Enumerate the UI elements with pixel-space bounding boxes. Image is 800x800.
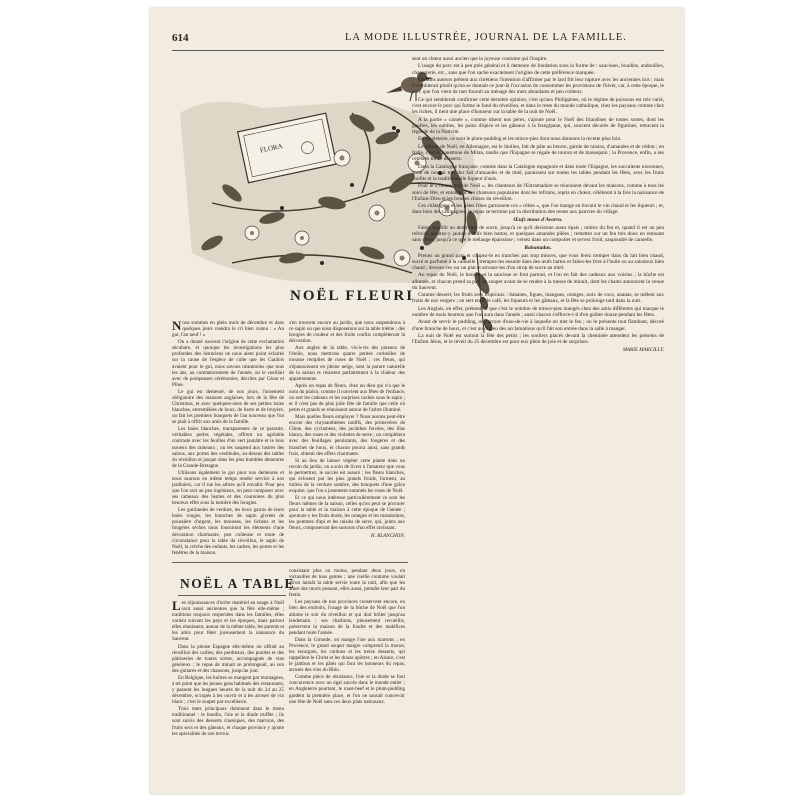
right-paragraph: Le gâteau de Noël, en Allemagne, est le Stollen, fait de pâte au beurre, garnie de raisins, d'amandes et de cédrat ; en Italie, c'est le panettone de Milan, tandis que l'Espagne se régale de touron et de massepain ; la Provence, enfin, a ses célèbres treize desserts. <box>412 143 664 163</box>
recipe-title-rabanadas: Rabanadas. <box>524 244 552 251</box>
article1-paragraph: Les guirlandes de verdure, les houx garnis de leurs baies rouges, les branches de sapin givrées de poussière d'argent, les mousses, les lichens et les fougères sèches nous fourniront les éléments d'une décoration charmante, peu coûteuse et toute de circonstance pour la table du réveillon, le sapin de Noël, la crèche des enfants, les cadres, les portes et les fenêtres de la maison. <box>172 507 284 556</box>
svg-text:FLORA: FLORA <box>259 141 284 155</box>
right-paragraph: sent un chœur aussi ancien que la joyeuse coutume qui l'inspire. <box>412 56 548 62</box>
article2-column-2 <box>289 568 405 788</box>
article2-paragraph: Comme pièce de résistance, l'oie et la dinde se font concurrence avec un égal succès dans le monde entier ; en Angleterre pourtant, le roast-beef et le plum-pudding gardent la première place, et l'on ne saurait concevoir une fête de Noël sans ces deux plats nationaux. <box>289 674 405 705</box>
article1-paragraph: Après un repas de fleurs, chez un dieu qui n'a que le nom du plaisir, comme il convient aux fêtes de l'enfance, on sert les cadeaux et les surprises cachés sous le sapin ; et il n'est pas de plus jolie fête de famille que celle où petits et grands se réunissent autour de l'arbre illuminé. <box>289 382 405 414</box>
drop-cap-l: L <box>172 600 181 613</box>
article1-paragraph: Nous sommes en plein mois de décembre et dans quelques jours viendra le cri bien connu : « Au gui, l'an neuf ! » <box>172 320 284 339</box>
right-paragraph: Pour le « bonne nuit de Noël », les chanteurs de l'Estramadure se réunissent devant les maisons, comme à tous les soirs de fête, et entonnent des chansons populaires dont les refrains, repris en chœur, célèbrent à la fois la naissance de l'Enfant-Dieu et les bonnes choses du réveillon. <box>412 183 664 202</box>
article-title-noel-a-table: NOËL A TABLE <box>180 576 296 591</box>
magazine-page <box>150 8 684 794</box>
right-paragraph: Certains auteurs prêtent aux chrétiens l'intention d'affirmer par le lard frit leur rupture avec les anciennes lois ; mais il semblerait plutôt qu'on se donnait ce jour-là l'occasion de consommer les provisions de l'hiver, car, à cette époque, le porc que l'on vient de tuer fournit au ménage des mets abondants et peu coûteux. <box>412 76 664 96</box>
article1-paragraph: Utilisons également le gui pour nos demeures et nous saurons en même temps rendre service à nos jardiniers, car il tue les arbres qu'il envahit. Pour peu que l'on soit un peu ingénieux, on peut composer avec ses rameaux des lustres et des couronnes du plus heureux effet sous la lumière des bougies. <box>172 469 284 507</box>
article1-signature: H. BLANCHON. <box>370 532 405 539</box>
article1-paragraph: Et ce qui nous intéresse particulièrement ce sont les fleurs mêmes de la saison, celles qu'on peut se procurer pour la table et la maison à cette époque de l'année ; ajoutons-y les fruits dorés, les oranges et les mandarines, les pommes d'api et les raisins de serre, qui, joints aux fleurs, composeront des surtouts d'un effet ravissant. <box>289 495 405 532</box>
recipe-title-oeufs-mous: Œufs mous d'Avorro. <box>513 217 563 224</box>
article1-paragraph: Mais quelles fleurs employer ? Nous aurons peut-être encore des chrysanthèmes tardifs, des primevères de Chine, des cyclamens, des jacinthes forcées, des lilas blancs, des roses et des violettes de serre ; on complètera avec des feuillages persistants, des fougères et des branches de houx, et chacun pourra ainsi, sans grands frais, obtenir des effets charmants. <box>289 414 405 457</box>
right-paragraph: La nuit de Noël est surtout la fête des petits ; les souliers placés devant la cheminée attendent les présents de l'Enfant Jésus, et le réveil du 25 décembre est pour eux plein de joie et de surprises. <box>412 332 664 346</box>
article2-paragraph: consistant plus ou moins, pendant deux jours, en victuailles de tous genres ; une vieille coutume voulait qu'on laissât la table servie toute la nuit, afin que les âmes des morts pussent, elles aussi, prendre leur part du festin. <box>289 568 405 599</box>
running-title: LA MODE ILLUSTRÉE, JOURNAL DE LA FAMILLE. <box>345 32 627 43</box>
article2-paragraph: Dans la Gironde, on mange l'oie aux marrons ; en Provence, le grand souper maigre comprend la morue, les escargots, les cardons et les treize desserts, qui rappellent le Christ et les douze apôtres ; en Alsace, c'est le jambon et les pâtés qui font les honneurs du repas, arrosés des vins du Rhin. <box>289 636 405 674</box>
right-paragraph: Comme dessert, les fruits secs tropicaux : bananes, figues, mangues, oranges, noix de coco, ananas, se mêlent aux fruits de nos vergers ; on sert enfin le café, les liqueurs et les gâteaux, et la fête se prolonge tard dans la nuit. <box>412 292 664 305</box>
right-paragraph: L'usage du porc est à peu près général et il demeure de fondation sous la forme de : saucisses, boudins, andouilles, charcuterie, etc., sans que l'on sache exactement l'origine de cette préférence marquée. <box>412 63 664 76</box>
article1-paragraph: Le gui est demeuré, de nos jours, l'ornement obligatoire des maisons anglaises, lors de la fête de Christmas, et avec quelques-unes de ses petites baies blanches, entremêlées de houx, de lierre et de bruyère, on fait les premiers bouquets de l'an nouveau que l'on se plaît à offrir aux amis de la famille. <box>172 388 284 426</box>
right-paragraph: Ces châtaignes et les pâtes frites garnissent ces « rôties », que l'on mange en buvant le vin chaud et les liqueurs ; et, dans bien des campagnes, le repas se termine par la distribution des restes aux pauvres du village. <box>412 203 664 216</box>
article2-paragraph: Dans la pieuse Espagne elle-même on offrait au réveillon des cailles, des perdreaux, des poulets et des pâtisseries de toutes sortes, accompagnés de vins généreux ; le repas de minuit se prolongeait, au son des guitares et des chansons, jusqu'au jour. <box>172 643 284 674</box>
article1-column-1 <box>172 320 284 556</box>
article-title-noel-fleuri: NOËL FLEURI <box>290 288 415 304</box>
article2-paragraph: Les paysans de nos provinces conservent encore, en bien des endroits, l'usage de la bûche de Noël que l'on allume le soir du réveillon et qui doit brûler jusqu'au lendemain ; ses charbons, pieusement recueillis, préservent la maison de la foudre et des maléfices pendant toute l'année. <box>289 599 405 636</box>
article2-column-1 <box>172 600 284 788</box>
right-column-signature: MARIE MARCILLY. <box>622 346 664 353</box>
right-paragraph: Dans la Catalogne française, comme dans la Catalogne espagnole et dans toute l'Espagne, les succulents touronnes, sorte de nougat très dur fait d'amandes et de miel, paraissent sur toutes les tables pendant les fêtes, avec les fruits confits et la traditionnelle liqueur d'anis. <box>412 163 664 182</box>
right-paragraph: Au repas de Noël, le boudin et la saucisse se font partout, et l'on en fait des cadeaux aux voisins ; la bûche est allumée, et chacun prend sa part du souper avant de se rendre à la messe de minuit, dont les chants annoncent la venue du Sauveur. <box>412 272 664 291</box>
section-divider <box>172 562 408 563</box>
header-rule <box>172 50 664 51</box>
recipe-text: Prenez un grand pain et coupez-le en tranches pas trop minces, que vous ferez tremper dans du lait bien chaud, sucré et parfumé à la cannelle ; trempez-les ensuite dans des œufs battus et faites-les frire à l'huile ou au saindoux bien chaud ; dressez-les sur un plat et arrosez-les d'un sirop de sucre au miel. <box>412 252 664 271</box>
title-underline <box>178 595 286 596</box>
right-paragraph: Ce qui semblerait confirmer cette dernière opinion, c'est qu'aux Philippines, où le régime de poissons est très varié, c'est encore le porc qui forme le fond du réveillon, et dans le reste du monde catholique, chez les paysans comme chez les riches, il tient une place d'honneur sur la table de la nuit de Noël. <box>412 96 664 116</box>
article2-paragraph: En Belgique, les huîtres se mangent par montagnes, à tel point que les jeunes gens habitués des restaurants, y passent les longues heures de la nuit du 24 au 25 décembre, occupés à les ouvrir et à les arroser de vin blanc ; c'est le souper par excellence. <box>172 674 284 706</box>
article1-paragraph: On a donné souvent l'origine de cette exclamation séculaire, et quoique les investigations les plus profondes des historiens ne nous aient point éclairés sur la cause de l'espèce de culte que les Gaulois avaient pour le gui, nous savons néanmoins que tous les ans, au commencement de l'année, on le cueillait avec de pompeuses cérémonies, décrites par César et Pline. <box>172 339 284 388</box>
drop-cap-n: N <box>172 320 182 333</box>
article1-paragraph: s'en trouvent encore au jardin, que nous suspendrons à ce sapin ou que nous disposerons sur la table même ; des bougies de couleur et des fruits confits complèteront la décoration. <box>289 320 405 345</box>
recipe-text: Faites bouillir au demi-litre de sucre, jusqu'à ce qu'il devienne assez épais ; retirez du feu et, quand il est un peu refroidi, ajoutez-y jaunes d'œufs bien battus, et quelques amandes pilées ; remettez sur un feu très doux en remuant sans cesse, jusqu'à ce que le mélange épaississe ; versez dans un compotier et servez froid, saupoudré de cannelle. <box>412 224 664 244</box>
page-number: 614 <box>172 32 189 44</box>
right-paragraph: A la partie « carnée », comme disent nos pères, s'ajoute pour le Noël des friandises de toutes sortes, dont les gaufres, les oublies, les pains d'épice et les gâteaux à la frangipane, qui, souvent décorés de figurines, retracent la légende de la Nativité. <box>412 116 664 135</box>
right-paragraph: Avant de servir le pudding, on l'arrose d'eau-de-vie à laquelle on met le feu ; on le présente tout flambant, décoré d'une branche de houx, et c'est au milieu des acclamations qu'il fait son entrée dans la salle à manger. <box>412 319 664 332</box>
article1-paragraph: Aux angles de la table, vis-à-vis des poteaux de l'étoile, nous mettrons quatre petites corbeilles de mousse remplies de roses de Noël ; ces fleurs, qui s'épanouissent en pleine neige, sont la parure naturelle de la saison et résistent parfaitement à la chaleur des appartements. <box>289 345 405 382</box>
article2-paragraph: Les réjouissances d'ordre matériel en usage à Noël sont aussi anciennes que la fête elle-même ; traditions toujours respectées dans les familles, elles varient suivant les pays et les époques, mais partout elles réunissent, autour de la même table, les parents et les amis pour fêter joyeusement la naissance du Sauveur. <box>172 600 284 643</box>
right-paragraph: En Angleterre, ce sont le plum-pudding et les mince-pies dont nous donnons la recette plus loin. <box>418 136 622 143</box>
right-column <box>412 56 664 788</box>
article1-paragraph: Si au lieu de laisser végéter cette plante dans un recoin du jardin, on a soin de livrer à l'amateur que vous le permettrez, le succès est assuré ; les fleurs blanches, qui éclosent par les plus grands froids, forment, au milieu de la verdure sombre, des bouquets d'une grâce exquise, que l'on a justement nommés les roses de Noël. <box>289 457 405 495</box>
right-paragraph: Les Anglais, en effet, prétendent que c'est le nombre de mince-pies mangés chez des amis différents qui marque le nombre de mois heureux que l'on aura dans l'année ; aussi chacun s'efforce-t-il d'en goûter douze pendant les fêtes. <box>412 305 664 318</box>
article1-paragraph: Les baies blanches, transparentes de ce parasite, véritables perles végétales, offrent un agréable contraste avec les feuilles d'un vert jaunâtre et le bois noueux des rameaux ; on les suspend aux lustres des salons, aux portes des vestibules, au-dessus des tables du réveillon et jusque dans les plus humbles demeures de la Grande-Bretagne. <box>172 426 284 469</box>
article2-paragraph: Trois mets principaux dominent dans le menu traditionnel : le boudin, l'oie et la dinde truffée ; ils sont suivis des desserts classiques, des marrons, des fruits secs et des gâteaux, et chaque province y ajoute les spécialités de son terroir. <box>172 706 284 737</box>
article1-column-2 <box>289 320 405 556</box>
